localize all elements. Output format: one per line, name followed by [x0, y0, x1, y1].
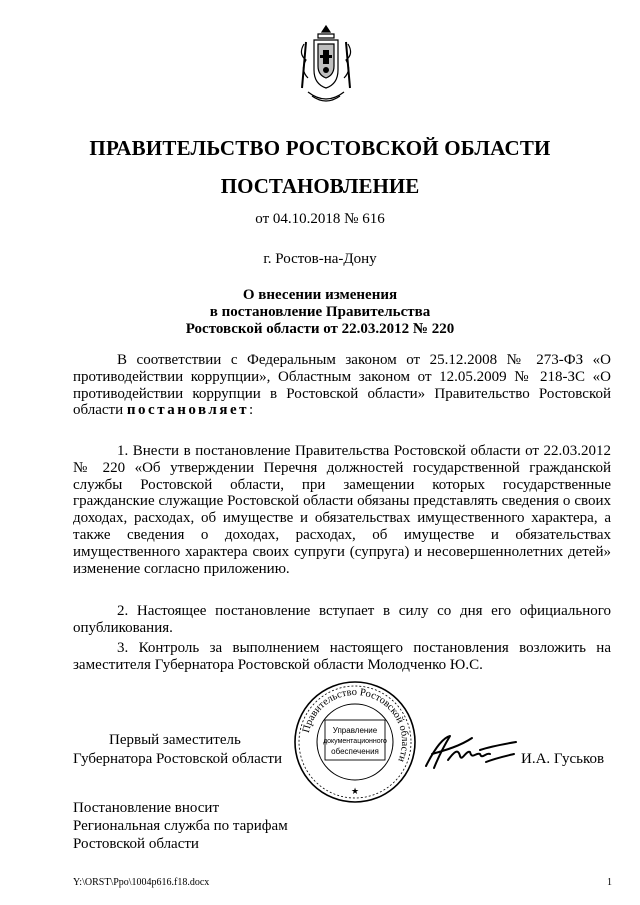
document-number: от 04.10.2018 № 616 — [255, 211, 385, 227]
item-1-paragraph: 1. Внести в постановление Правительства Ростовской области от 22.03.2012 № 220 «Об утверждении Перечня должностей государственной гражданской службы Ростовской области, при замещении которых государственные гражданские служащие Ростовской области обязаны представлять сведения о своих доходах, расходах, об имуществе и обязательствах имущественного характера, а также сведения о доходах, расходах, об имуществе и обязательствах имущественного характера своих супруги (супруга) и несовершеннолетних детей» изменение согласно приложению. — [73, 443, 611, 577]
document-type: ПОСТАНОВЛЕНИЕ — [220, 174, 420, 198]
signer-name: И.А. Гуськов — [521, 751, 605, 767]
stamp-star-icon: ★ — [350, 786, 360, 796]
handwritten-signature — [420, 730, 520, 774]
decree-word: постановляет — [126, 402, 249, 419]
submitter-line-2: Региональная служба по тарифам — [73, 818, 288, 834]
submitter-line-3: Ростовской области — [73, 836, 199, 852]
official-stamp — [293, 680, 417, 804]
document-city: г. Ростов-на-Дону — [263, 251, 377, 267]
stamp-inner-line-2: документационного — [323, 738, 387, 745]
government-title: ПРАВИТЕЛЬСТВО РОСТОВСКОЙ ОБЛАСТИ — [89, 136, 551, 160]
item-2-paragraph: 2. Настоящее постановление вступает в силу со дня его официального опубликования. — [73, 603, 611, 636]
submitter-line-1: Постановление вносит — [73, 800, 220, 816]
stamp-inner-line-3: обеспечения — [331, 747, 379, 756]
intro-text: В соответствии с Федеральным законом от 25.12.2008 № 273-ФЗ «О противодействии коррупции», Областным законом от 12.05.2009 № 218-ЗС «О противодействии коррупции в Ростовской области» Правительство Ростовской области — [73, 352, 611, 419]
subject-line-2: в постановление Правительства — [209, 304, 431, 320]
signer-position-line-2: Губернатора Ростовской области — [73, 751, 283, 767]
decree-colon: : — [249, 402, 254, 419]
item-3-paragraph: 3. Контроль за выполнением настоящего постановления возложить на заместителя Губернатора Ростовской области Молодченко Ю.С. — [73, 640, 611, 673]
subject-line-1: О внесении изменения — [242, 287, 398, 303]
stamp-ring-text: Правительство Ростовской области — [300, 686, 411, 764]
subject-line-3: Ростовской области от 22.03.2012 № 220 — [185, 321, 455, 337]
coat-of-arms-emblem — [296, 22, 356, 110]
signer-position-line-1: Первый заместитель — [109, 732, 241, 748]
page-number: 1 — [607, 877, 612, 888]
stamp-inner-line-1: Управление — [332, 726, 378, 735]
file-path: Y:\ORST\Ppo\1004p616.f18.docx — [73, 877, 210, 888]
intro-paragraph — [73, 352, 611, 419]
